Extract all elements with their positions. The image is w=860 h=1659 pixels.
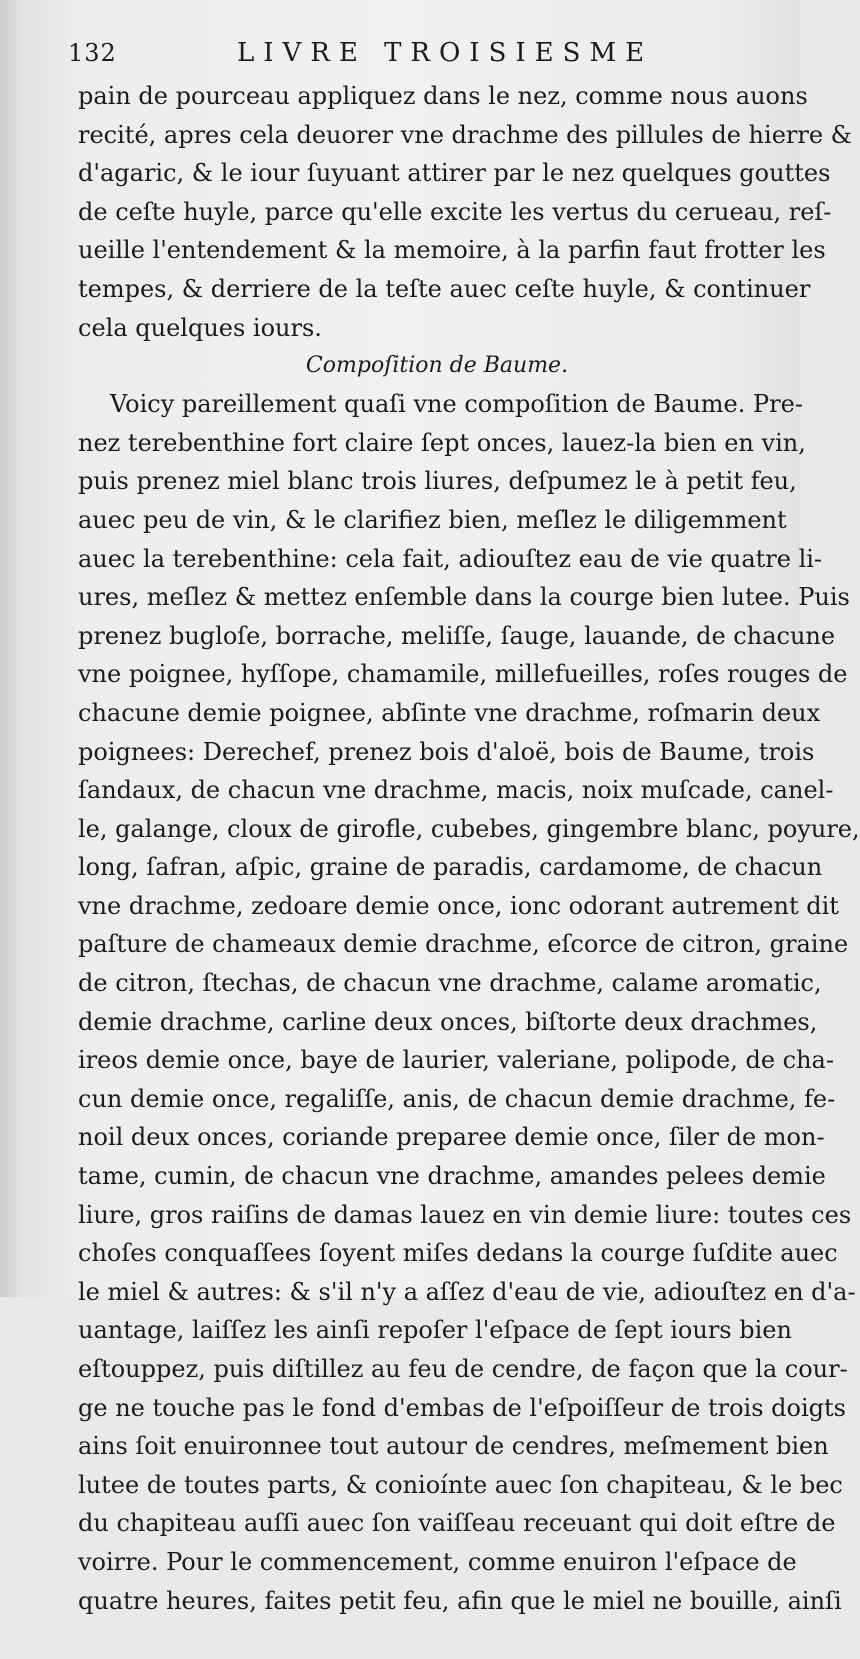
text-line: puis prenez miel blanc trois liures, deſpumez le à petit feu, <box>78 467 797 496</box>
text-line: cun demie once, regaliſſe, anis, de chacun demie drachme, fe- <box>78 1084 836 1113</box>
text-line: du chapiteau auſſi auec ſon vaiſſeau receuant qui doit eſtre de <box>78 1509 836 1538</box>
text-line: cela quelques iours. <box>78 313 322 342</box>
text-line: nez terebenthine fort claire ſept onces, lauez-la bien en vin, <box>78 428 806 457</box>
running-title: LIVRE TROISIESME <box>236 38 654 68</box>
text-line: ge ne touche pas le fond d'embas de l'eſpoiſſeur de trois doigts <box>78 1393 846 1422</box>
text-line <box>78 1620 772 1659</box>
text-line: paſture de chameaux demie drachme, eſcorce de citron, graine <box>78 930 849 959</box>
text-line: voirre. Pour le commencement, comme enuiron l'eſpace de <box>78 1547 797 1576</box>
text-line: le miel & autres: & s'il n'y a aſſez d'eau de vie, adiouſtez en d'a- <box>78 1277 856 1306</box>
text-line: ures, meſlez & mettez enſemble dans la courge bien lutee. Puis <box>78 583 850 612</box>
text-line: ains ſoit enuironnee tout autour de cendres, meſmement bien <box>78 1432 829 1461</box>
text-line: poignees: Derechef, prenez bois d'aloë, bois de Baume, trois <box>78 737 815 766</box>
text-line: choſes conquaſſees ſoyent miſes dedans la courge ſuſdite auec <box>78 1239 838 1268</box>
text-line: vne drachme, zedoare demie once, ionc odorant autrement dit <box>78 891 839 920</box>
page-number: 132 <box>68 39 117 67</box>
text-line: tame, cumin, de chacun vne drachme, amandes pelees demie <box>78 1162 826 1191</box>
text-line: auec la terebenthine: cela fait, adiouſtez eau de vie quatre li- <box>78 544 823 573</box>
text-line: prenez bugloſe, borrache, meliſſe, ſauge, lauande, de chacune <box>78 621 836 650</box>
text-block <box>78 77 860 1659</box>
text-line: chacune demie poignee, abſinte vne drachme, roſmarin deux <box>78 698 821 727</box>
text-line: ueille l'entendement & la memoire, à la parfin faut frotter les <box>78 236 826 265</box>
text-line: liure, gros raiſins de damas lauez en vin demie liure: toutes ces <box>78 1200 852 1229</box>
text-line: d'agaric, & le iour ſuyuant attirer par le nez quelques gouttes <box>78 159 831 188</box>
text-line: de citron, ſtechas, de chacun vne drachme, calame aromatic, <box>78 969 822 998</box>
text-line: ireos demie once, baye de laurier, valeriane, polipode, de cha- <box>78 1046 834 1075</box>
text-line: auec peu de vin, & le clarifiez bien, meſlez le diligemment <box>78 505 787 534</box>
text-line: uantage, laiſſez les ainſi repoſer l'eſpace de ſept iours bien <box>78 1316 792 1345</box>
text-line: pain de pourceau appliquez dans le nez, comme nous auons <box>78 82 808 110</box>
page-header <box>68 38 782 72</box>
text-line: demie drachme, carline deux onces, biſtorte deux drachmes, <box>78 1007 818 1036</box>
text-line: Voicy pareillement quaſi vne compoſition de Baume. Pre- <box>110 390 803 419</box>
text-line: long, ſafran, aſpic, graine de paradis, cardamome, de chacun <box>78 853 823 882</box>
text-line: noil deux onces, coriande preparee demie once, ſiler de mon- <box>78 1123 825 1152</box>
text-line: vne poignee, hyſſope, chamamile, millefueilles, roſes rouges de <box>78 660 848 689</box>
text-line: lutee de toutes parts, & conioínte auec ſon chapiteau, & le bec <box>78 1470 843 1499</box>
text-line: ſandaux, de chacun vne drachme, macis, noix muſcade, canel- <box>78 776 834 805</box>
text-line: eſtouppez, puis diſtillez au feu de cendre, de façon que la cour- <box>78 1355 848 1383</box>
text-line: recité, apres cela deuorer vne drachme des pillules de hierre & <box>78 120 853 149</box>
text-line: de ceſte huyle, parce qu'elle excite les vertus du cerueau, reſ- <box>78 197 832 226</box>
section-heading: Compoſition de Baume. <box>305 353 569 379</box>
text-line: quatre heures, faites petit feu, afin que le miel ne bouille, ainſi <box>78 1586 842 1615</box>
text-line: le, galange, cloux de girofle, cubebes, gingembre blanc, poyure, <box>78 814 860 843</box>
text-line: tempes, & derriere de la teſte auec ceſte huyle, & continuer <box>78 274 811 303</box>
